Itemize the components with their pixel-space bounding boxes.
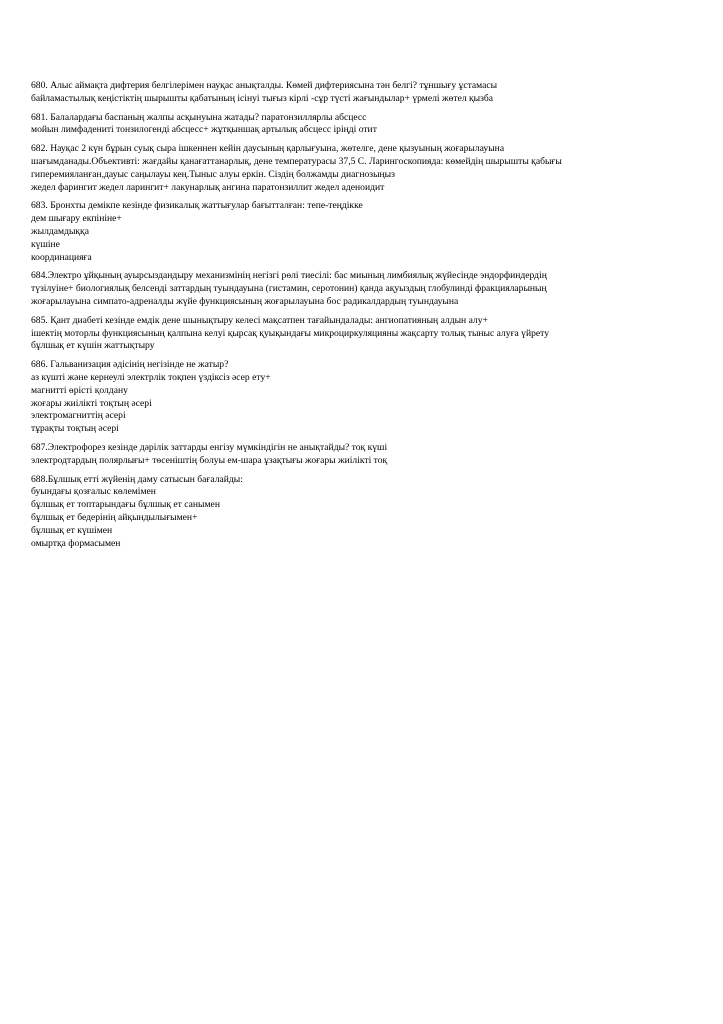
question-text: 684.Электро ұйқының ауырсыздандыру механизмінің негізгі рөлі тиесілі: бас миының лимбиялық жүйесінде эндорфиндердің — [31, 270, 547, 282]
answer-line: жедел фарингит жедел ларингит+ лакунарлық ангина паратонзиллит жедел аденоидит — [31, 181, 385, 193]
answer-line: гиперемияланған,дауыс саңылауы кең.Тыныс алуы еркін. Сіздің болжамды диагнозыңыз — [31, 168, 395, 180]
question-text: 680. Алыс аймақта дифтерия белгілерімен науқас анықталды. Көмей дифтериясына тән белгі? тұншығу ұстамасы — [31, 80, 498, 91]
answer-line: шағымданады.Объективті: жағдайы қанағаттанарлық, дене температурасы 37,5 С. Ларингоскопияда: көмейдің шырышты қабығы — [31, 155, 562, 167]
question-text: 686. Гальванизация әдісінің негізінде не жатыр? — [31, 359, 229, 371]
answer-line: бұлшық ет топтарындағы бұлшық ет санымен — [31, 499, 220, 511]
question-block — [31, 474, 701, 551]
question-text: 682. Науқас 2 күн бұрын суық сыра ішкеннен кейін даусының қарлығуына, жөтелге, дене қызуының жоғарылауына — [31, 143, 505, 155]
answer-line: күшіне — [31, 238, 60, 250]
question-text: 683. Бронхты демікпе кезінде физикалық жаттығулар бағытталған: тепе-теңдікке — [31, 200, 363, 212]
answer-line: жоғары жиілікті тоқтың әсері — [31, 397, 152, 409]
answer-line: аз күшті және кернеулі электрлік тоқпен үздіксіз әсер ету+ — [31, 371, 271, 383]
answer-line: ішектің моторлы функциясының қалпына келуі қырсақ қуықындағы микроциркуляцияны жақсарту толық тыныс алуға үйрету — [31, 327, 550, 339]
question-block — [31, 112, 701, 138]
question-block — [31, 359, 701, 436]
answer-line: буындағы қозғалыс көлемімен — [31, 486, 156, 498]
question-block — [31, 442, 701, 468]
answer-line: координацияға — [31, 251, 92, 263]
answer-line: түзілуіне+ биологиялық белсенді заттардың туындауына (гистамин, серотонин) қанда ақуыздың глобулинді фракцияларының — [31, 283, 547, 295]
answer-line: жоғарылауына симпато-адреналды жүйе функциясының жоғарылауына бос радикалдардың туындауына — [31, 295, 459, 307]
question-text: 685. Қант диабеті кезінде емдік дене шынықтыру келесі мақсатпен тағайындалады: ангиопатияның алдын алу+ — [31, 314, 488, 326]
question-text: 681. Балалардағы баспаның жалпы асқынуына жатады? паратонзиллярлы абсцесс — [31, 111, 367, 123]
answer-line: бұлшық ет күшімен — [31, 524, 113, 536]
question-block — [31, 143, 701, 194]
question-block — [31, 80, 701, 106]
question-text: 688.Бұлшық етті жүйенің даму сатысын бағалайды: — [31, 473, 243, 485]
question-block — [31, 315, 701, 353]
question-block — [31, 200, 701, 264]
answer-line: бұлшық ет күшін жаттықтыру — [31, 340, 155, 352]
document-page — [31, 80, 701, 556]
answer-line: бұлшық ет бедерінің айқындылығымен+ — [31, 511, 198, 523]
answer-line: электромагниттің әсері — [31, 410, 126, 422]
answer-line: мойын лимфадениті тонзилогенді абсцесс+ жұтқыншақ артылық абсцесс іріңді отит — [31, 124, 377, 136]
question-text: 687.Электрофорез кезінде дәрілік заттарды енгізу мүмкіндігін не анықтайды? тоқ күші — [31, 441, 388, 453]
question-block — [31, 270, 701, 308]
answer-line: тұрақты тоқтың әсері — [31, 423, 119, 435]
answer-line: омыртқа формасымен — [31, 537, 121, 549]
answer-line: электродтардың полярлығы+ төсеніштің болуы ем-шара ұзақтығы жоғары жиілікті тоқ — [31, 454, 388, 466]
answer-line: дем шығару екпініне+ — [31, 213, 122, 225]
answer-line: байламастылық кеңістіктің шырышты қабатының ісінуі тығыз кірлі -сұр түсті жағындылар+ үрмелі жөтел қызба — [31, 92, 494, 104]
answer-line: магнитті өрісті қолдану — [31, 384, 128, 396]
answer-line: жылдамдыққа — [31, 225, 89, 237]
